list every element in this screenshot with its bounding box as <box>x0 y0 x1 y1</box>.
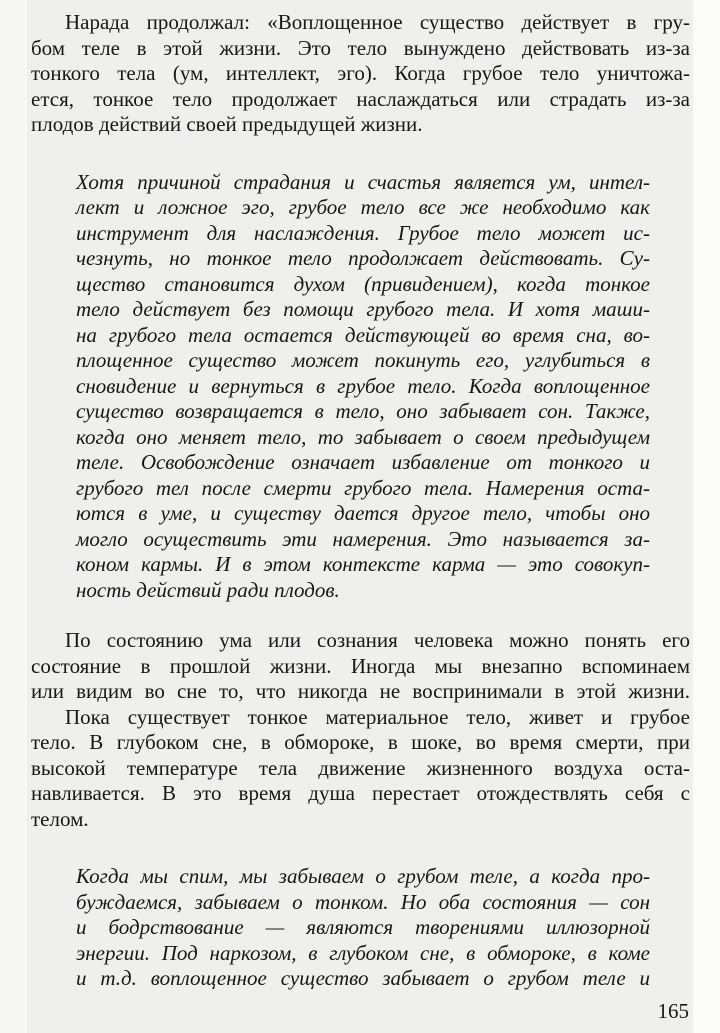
paragraph <box>31 705 690 833</box>
text-line: энергии. Под наркозом, в глубоком сне, в обмороке, в коме <box>76 940 650 965</box>
text-line: ность действий ради плодов. <box>76 577 340 602</box>
block-quote <box>76 864 650 992</box>
text-line: когда оно меняет тело, то забывает о своем предыдущем <box>76 424 650 449</box>
text-line: или видим во сне то, что никогда не воспринимали в этой жизни. <box>31 679 690 703</box>
text-line: и т.д. воплощенное существо забывает о грубом теле и <box>76 966 650 990</box>
text-line: и бодрствование — являются творениями иллюзорной <box>76 915 650 939</box>
text-line: тело действует без помощи грубого тела. И хотя маши- <box>76 297 650 321</box>
paragraph <box>31 628 690 705</box>
text-line: площенное существо может покинуть его, углубиться в <box>76 348 650 372</box>
text-line: буждаемся, забываем о тонком. Но оба состояния — сон <box>76 889 650 914</box>
block-quote <box>76 170 650 604</box>
text-line: коном кармы. И в этом контексте карма — это совокуп- <box>76 552 650 576</box>
paragraph <box>31 10 690 138</box>
text-line: высокой температуре тела движение жизненного воздуха оста- <box>31 755 690 780</box>
text-line: чезнуть, но тонкое тело продолжает действовать. Су- <box>76 246 650 270</box>
text-line: навливается. В это время душа перестает отождествлять себя с <box>31 781 690 805</box>
text-line: существо возвращается в тело, оно забывает сон. Также, <box>76 399 650 423</box>
page-number: 165 <box>657 999 689 1023</box>
text-line: Нарада продолжал: «Воплощенное существо действует в гру- <box>65 10 690 34</box>
text-line: тело. В глубоком сне, в обмороке, в шоке, во время смерти, при <box>31 730 690 754</box>
text-line: плодов действий своей предыдущей жизни. <box>31 112 423 136</box>
text-line: сновидение и вернуться в грубое тело. Когда воплощенное <box>76 373 650 398</box>
text-line: грубого тел после смерти грубого тела. Намерения оста- <box>76 475 650 500</box>
text-line: ется, тонкое тело продолжает наслаждаться или страдать из-за <box>31 86 690 111</box>
text-line: состояние в прошлой жизни. Иногда мы внезапно вспоминаем <box>31 653 690 678</box>
text-line: По состоянию ума или сознания человека можно понять его <box>65 628 690 652</box>
text-line: щество становится духом (привидением), когда тонкое <box>76 271 650 296</box>
text-line: на грубого тела остается действующей во время сна, во- <box>76 322 650 347</box>
text-line: телом. <box>31 806 89 831</box>
text-line: теле. Освобождение означает избавление от тонкого и <box>76 450 650 474</box>
text-line: инструмент для наслаждения. Грубое тело может ис- <box>76 220 650 245</box>
text-line: Хотя причиной страдания и счастья является ум, интел- <box>76 169 650 194</box>
text-line: тонкого тела (ум, интеллект, эго). Когда грубое тело уничтожа- <box>31 61 690 85</box>
text-line: Когда мы спим, мы забываем о грубом теле, а когда про- <box>76 864 650 888</box>
text-line: ются в уме, и существу дается другое тело, чтобы оно <box>76 501 650 525</box>
text-line: лект и ложное эго, грубое тело все же необходимо как <box>76 195 650 219</box>
text-line: Пока существует тонкое материальное тело, живет и грубое <box>65 704 690 729</box>
text-line: могло осуществить эти намерения. Это называется за- <box>76 526 650 551</box>
text-line: бом теле в этой жизни. Это тело вынуждено действовать из-за <box>31 35 690 60</box>
